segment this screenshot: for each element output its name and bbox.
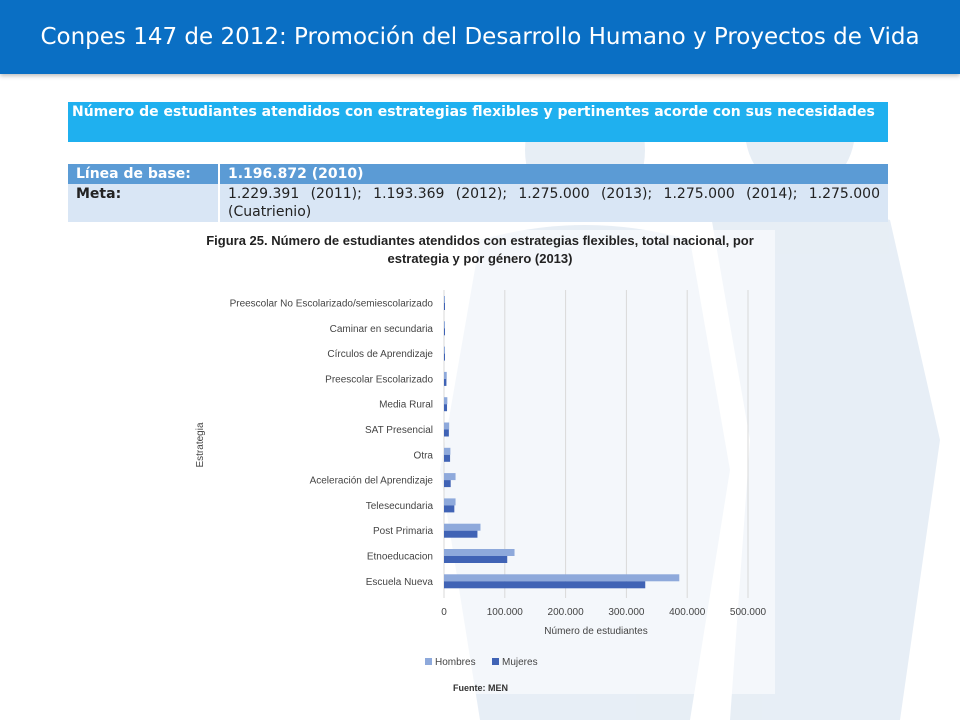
- category-label: Preescolar No Escolarizado/semiescolarizado: [229, 298, 433, 310]
- bar-mujeres: [444, 404, 447, 411]
- category-label: Otra: [413, 450, 433, 462]
- bar-hombres: [444, 448, 450, 455]
- bar-chart: [185, 230, 775, 694]
- bar-mujeres: [444, 328, 445, 335]
- bar-mujeres: [444, 556, 507, 563]
- category-label: Círculos de Aprendizaje: [327, 349, 433, 361]
- category-label: Escuela Nueva: [365, 576, 433, 588]
- x-tick-label: 100.000: [486, 607, 523, 618]
- bar-mujeres: [444, 505, 454, 512]
- legend-swatch-hombres: [425, 658, 432, 665]
- x-tick-label: 300.000: [608, 607, 645, 618]
- bar-mujeres: [444, 480, 451, 487]
- y-axis-label: Estrategia: [195, 422, 206, 468]
- legend-label-mujeres: Mujeres: [502, 657, 538, 668]
- goal-value: 1.229.391 (2011); 1.193.369 (2012); 1.275.000 (2013); 1.275.000 (2014); 1.275.000 (Cuatrienio): [219, 184, 888, 222]
- legend-swatch-mujeres: [492, 658, 499, 665]
- bar-hombres: [444, 473, 456, 480]
- baseline-label: Línea de base:: [68, 164, 219, 184]
- baseline-row: [68, 164, 888, 184]
- indicator-text: Número de estudiantes atendidos con estrategias flexibles y pertinentes acorde con sus necesidades: [72, 104, 875, 120]
- bar-hombres: [444, 549, 515, 556]
- x-axis-label: Número de estudiantes: [544, 626, 648, 637]
- x-tick-labels: [441, 607, 766, 618]
- category-label: Telesecundaria: [365, 500, 433, 512]
- chart-legend: [425, 657, 538, 668]
- goal-row: [68, 184, 888, 222]
- category-label: Preescolar Escolarizado: [325, 374, 433, 386]
- x-tick-label: 500.000: [729, 607, 767, 618]
- bar-hombres: [444, 321, 445, 328]
- bar-mujeres: [444, 430, 449, 437]
- bar-hombres: [444, 524, 480, 531]
- bar-hombres: [444, 574, 679, 581]
- bar-mujeres: [444, 379, 446, 386]
- slide-title: Conpes 147 de 2012: Promoción del Desarrollo Humano y Proyectos de Vida: [40, 23, 920, 50]
- bar-hombres: [444, 498, 456, 505]
- legend-label-hombres: Hombres: [435, 657, 476, 668]
- x-tick-label: 400.000: [669, 607, 706, 618]
- bar-mujeres: [444, 303, 445, 310]
- category-label: Caminar en secundaria: [329, 323, 433, 335]
- goal-label: Meta:: [68, 184, 219, 222]
- baseline-goal-table: [68, 164, 888, 222]
- indicator-header: [68, 102, 888, 142]
- slide-title-bar: [0, 0, 960, 74]
- chart-title: Figura 25. Número de estudiantes atendidos con estrategias flexibles, total nacional, por estrategia y por género (2013): [206, 233, 754, 266]
- bar-mujeres: [444, 455, 450, 462]
- bar-mujeres: [444, 531, 477, 538]
- bar-hombres: [444, 397, 447, 404]
- bar-mujeres: [444, 581, 645, 588]
- bar-hombres: [444, 372, 447, 379]
- x-tick-label: 0: [441, 607, 447, 618]
- bar-hombres: [444, 347, 445, 354]
- chart-bars: [444, 296, 679, 588]
- chart-source: Fuente: MEN: [453, 683, 508, 693]
- category-labels: [230, 299, 434, 588]
- category-label: SAT Presencial: [365, 425, 433, 436]
- category-label: Post Primaria: [372, 526, 433, 538]
- bar-hombres: [444, 296, 445, 303]
- bar-mujeres: [444, 354, 445, 361]
- bar-hombres: [444, 423, 449, 430]
- x-tick-label: 200.000: [547, 607, 584, 618]
- category-label: Media Rural: [379, 399, 433, 411]
- category-label: Etnoeducacion: [366, 551, 433, 563]
- category-label: Aceleración del Aprendizaje: [309, 475, 433, 487]
- baseline-value: 1.196.872 (2010): [219, 164, 888, 184]
